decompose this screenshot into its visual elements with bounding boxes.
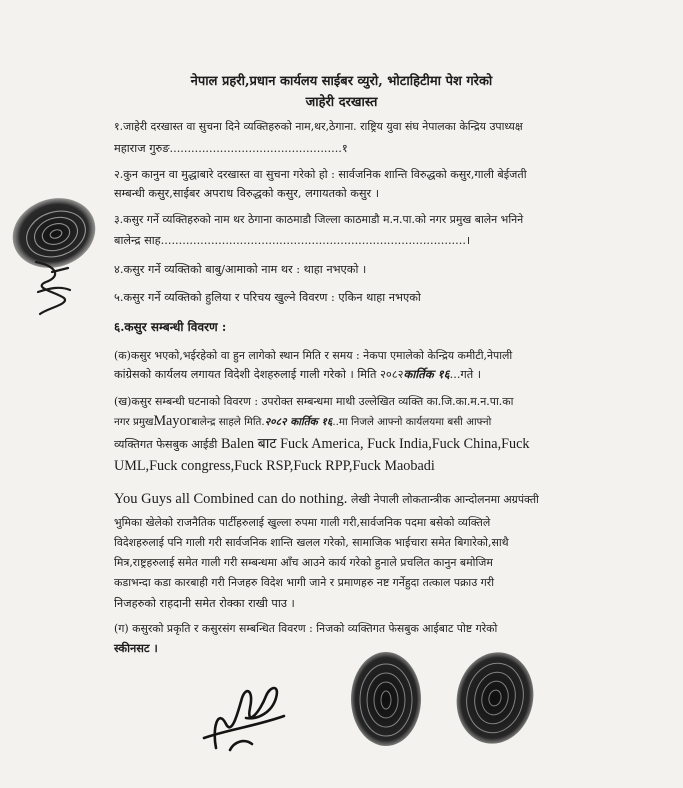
item4: ४.कसुर गर्ने व्यक्तिको बाबु/आमाको नाम थर : थाहा नभएको । bbox=[114, 263, 367, 276]
kha-line7: विदेशहरुलाई पनि गाली गरी सार्वजनिक शान्ति खलल गरेको, सामाजिक भाईचारा समेत बिगारेको,साथै bbox=[114, 536, 509, 549]
kha-line5-ne: लेखी नेपाली लोकतान्त्रीक आन्दोलनमा अग्रपंक्ती bbox=[350, 493, 539, 506]
kha-line2-c: ..मा निजले आफ्नो कार्यलयमा बसी आफ्नो bbox=[332, 416, 492, 428]
ga-line2: स्कीनसट । bbox=[114, 641, 158, 655]
middle-thumbprint-icon bbox=[345, 648, 427, 750]
item5: ५.कसुर गर्ने व्यक्तिको हुलिया र परिचय खुल्ने विवरण : एकिन थाहा नभएको bbox=[114, 291, 421, 304]
right-thumbprint-icon bbox=[452, 648, 538, 748]
kha-line5 bbox=[114, 491, 539, 508]
kha-line3 bbox=[114, 434, 530, 453]
kha-line10: निजहरुको राहदानी समेत रोक्का राखी पाउ । bbox=[114, 597, 295, 610]
item6-heading: ६.कसुर सम्बन्धी विवरण : bbox=[114, 320, 227, 334]
document-subtitle: जाहेरी दरखास्त bbox=[305, 95, 378, 110]
item3-line1: ३.कसुर गर्ने व्यक्तिहरुको नाम थर ठेगाना काठमाडौ जिल्ला काठमाडौ म.न.पा.को नगर प्रमुख बालेन भनिने bbox=[114, 213, 524, 226]
kha-line5-en: You Guys all Combined can do nothing. bbox=[114, 491, 348, 507]
ga-line1: (ग) कसुरको प्रकृति र कसुरसंग सम्बन्धित विवरण : निजको व्यक्तिगत फेसबुक आईबाट पोष्ट गरेको bbox=[114, 622, 498, 635]
bottom-signature-icon bbox=[196, 668, 292, 760]
kha-handwritten-date: २०८२ कार्तिक १६ bbox=[264, 416, 333, 428]
ka-line2 bbox=[114, 367, 481, 382]
kha-line1: (ख)कसुर सम्बन्धी घटनाको विवरण : उपरोक्त सम्बन्धमा माथी उल्लेखित व्यक्ति का.जि.का.म.न.पा.का bbox=[114, 395, 514, 408]
kha-line6: भुमिका खेलेको राजनैतिक पार्टीहरुलाई खुल्ला रुपमा गाली गरी,सार्वजनिक पदमा बसेको व्यक्तिले bbox=[114, 516, 491, 529]
ka-handwritten-date: कार्तिक १६ bbox=[403, 367, 450, 381]
item2-line2: सम्बन्धी कसुर,साईबर अपराध विरुद्धको कसुर, लगायतको कसुर । bbox=[114, 187, 380, 200]
kha-mayor: Mayor bbox=[153, 413, 192, 429]
kha-line8: मित्र,राष्ट्रहरुलाई समेत गाली गरी सम्बन्धमा आँच आउने कार्य गरेको हुनाले प्रचलित कानुन बमोजिम bbox=[114, 556, 493, 569]
item2-line1: २.कुन कानुन वा मुद्धाबारे दरखास्त वा सुचना गरेको हो : सार्वजनिक शान्ति विरुद्धको कसुर,गाली बेईजती bbox=[114, 168, 527, 181]
item1-line2: महाराज गुरुङ................................................१ bbox=[114, 142, 348, 155]
kha-line3-en: Balen बाट Fuck America, Fuck India,Fuck China,Fuck bbox=[220, 436, 530, 452]
kha-line2-a: नगर प्रमुख bbox=[114, 416, 154, 428]
left-signature-icon bbox=[26, 258, 76, 320]
kha-line9: कडाभन्दा कडा कारबाही गरी निजहरु विदेश भागी जाने र प्रमाणहरु नष्ट गर्नेहुदा तत्काल पक्राउ गरी bbox=[114, 576, 495, 589]
item3-line2: बालेन्द्र साह.....................................................................................। bbox=[114, 234, 471, 247]
document-title: नेपाल प्रहरी,प्रधान कार्यलय साईबर व्युरो, भोटाहिटीमा पेश गरेको bbox=[190, 74, 493, 89]
kha-line3-pre: व्यक्तिगत फेसबुक आईडी bbox=[114, 438, 218, 451]
ka-line1: (क)कसुर भएको,भईरहेको वा हुन लागेको स्थान मिति र समय : नेकपा एमालेको केन्द्रिय कमीटी,नेपाली bbox=[114, 349, 513, 362]
kha-line2 bbox=[114, 413, 491, 430]
item1-line1: १.जाहेरी दरखास्त वा सुचना दिने व्यक्तिहरुको नाम,थर,ठेगाना. राष्ट्रिय युवा संघ नेपालका केन्द्रिय उपाध्यक्ष bbox=[114, 120, 523, 133]
ka-line2-text: कांग्रेसको कार्यलय लगायत विदेशी देशहरुलाई गाली गरेको । मिति २०८२ bbox=[114, 368, 404, 381]
ka-line2-end: ...गते । bbox=[449, 368, 482, 381]
kha-line2-b: बालेन्द्र साहले मिति. bbox=[191, 416, 265, 428]
kha-line4: UML,Fuck congress,Fuck RSP,Fuck RPP,Fuck Maobadi bbox=[114, 458, 435, 474]
